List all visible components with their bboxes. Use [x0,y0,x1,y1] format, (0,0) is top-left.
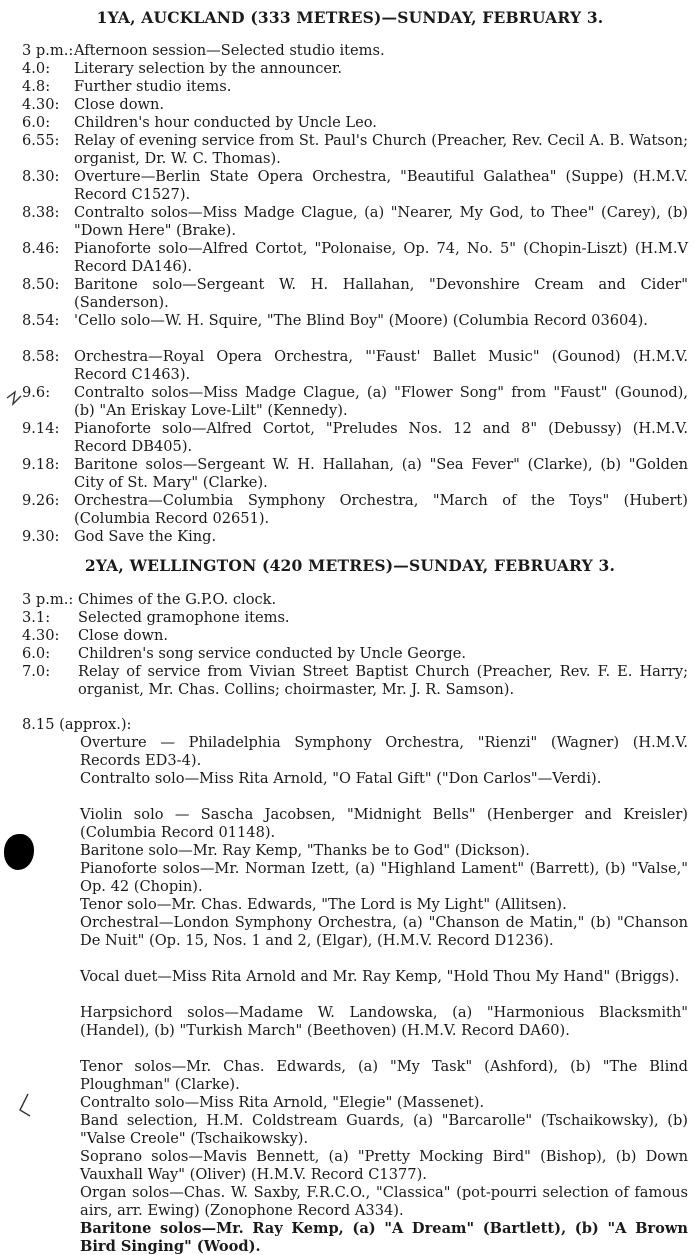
time-label: 8.54: [22,312,60,329]
programme-text: Pianoforte solo—Alfred Cortot, "Polonaise, Op. 74, No. 5" (Chopin-Liszt) (H.M.V Record DA146). [74,240,688,275]
programme-text: Children's song service conducted by Uncle George. [78,645,466,662]
programme-text: Contralto solos—Miss Madge Clague, (a) "Flower Song" from "Faust" (Gounod), (b) "An Eriskay Love-Lilt" (Kennedy). [74,384,688,419]
programme-text: Overture—Berlin State Opera Orchestra, "Beautiful Galathea" (Suppe) (H.M.V. Record C1527). [74,168,688,203]
programme-text: Afternoon session—Selected studio items. [74,42,385,59]
programme-text: Tenor solo—Mr. Chas. Edwards, "The Lord is My Light" (Allitsen). [80,896,567,913]
programme-text: Band selection, H.M. Coldstream Guards, (a) "Barcarolle" (Tschaikowsky), (b) "Valse Creole" (Tschaikowsky). [80,1112,688,1147]
time-label: 8.58: [22,348,60,365]
programme-text: Orchestral—London Symphony Orchestra, (a) "Chanson de Matin," (b) "Chanson De Nuit" (Op. 15, Nos. 1 and 2, (Elgar), (H.M.V. Record D1236). [80,914,688,949]
programme-text: Pianoforte solo—Alfred Cortot, "Preludes Nos. 12 and 8" (Debussy) (H.M.V. Record DB405). [74,420,688,455]
section-heading-auckland: 1YA, AUCKLAND (333 METRES)—SUNDAY, FEBRUARY 3. [96,8,604,27]
programme-text: Relay of evening service from St. Paul's Church (Preacher, Rev. Cecil A. B. Watson; organist, Dr. W. C. Thomas). [74,132,688,167]
programme-text: Tenor solos—Mr. Chas. Edwards, (a) "My Task" (Ashford), (b) "The Blind Ploughman" (Clarke). [80,1058,688,1093]
programme-text: Relay of service from Vivian Street Baptist Church (Preacher, Rev. F. E. Harry; organist, Mr. Chas. Collins; choirmaster, Mr. J. R. Samson). [78,663,688,698]
programme-text: Baritone solos—Sergeant W. H. Hallahan, (a) "Sea Fever" (Clarke), (b) "Golden City of St. Mary" (Clarke). [74,456,688,491]
programme-text: Harpsichord solos—Madame W. Landowska, (a) "Harmonious Blacksmith" (Handel), (b) "Turkish March" (Beethoven) (H.M.V. Record DA60). [80,1004,688,1039]
time-label: 7.0: [22,663,51,680]
programme-text: Baritone solo—Mr. Ray Kemp, "Thanks be to God" (Dickson). [80,842,530,859]
programme-text: Baritone solo—Sergeant W. H. Hallahan, "Devonshire Cream and Cider" (Sanderson). [74,276,688,311]
programme-text: Baritone solos—Mr. Ray Kemp, (a) "A Dream" (Bartlett), (b) "A Brown Bird Singing" (Wood). [80,1220,688,1255]
time-label: 6.55: [22,132,60,149]
time-label: 4.0: [22,60,51,77]
programme-text: Children's hour conducted by Uncle Leo. [74,114,377,131]
time-label: 8.38: [22,204,60,221]
programme-text: Contralto solo—Miss Rita Arnold, "Elegie" (Massenet). [80,1094,485,1111]
programme-text: Orchestra—Royal Opera Orchestra, "'Faust' Ballet Music" (Gounod) (H.M.V. Record C1463). [74,348,688,383]
programme-text: Organ solos—Chas. W. Saxby, F.R.C.O., "Classica" (pot-pourri selection of famous airs, arr. Ewing) (Zonophone Record A334). [80,1184,688,1219]
time-label: 8.50: [22,276,60,293]
time-label: 4.8: [22,78,51,95]
time-label: 8.15 (approx.): [22,716,132,733]
programme-text: Contralto solos—Miss Madge Clague, (a) "Nearer, My God, to Thee" (Carey), (b) "Down Here" (Brake). [74,204,688,239]
time-label: 3.1: [22,609,51,626]
pencil-tick-mark [4,384,24,414]
ink-blot [4,834,34,870]
programme-text: Violin solo — Sascha Jacobsen, "Midnight Bells" (Henberger and Kreisler) (Columbia Record 01148). [80,806,688,841]
section-heading-wellington: 2YA, WELLINGTON (420 METRES)—SUNDAY, FEBRUARY 3. [84,556,616,575]
programme-text: Contralto solo—Miss Rita Arnold, "O Fatal Gift" ("Don Carlos"—Verdi). [80,770,602,787]
time-label: 4.30: [22,96,60,113]
programme-text: God Save the King. [74,528,217,545]
time-label: 3 p.m.: [22,42,74,59]
time-label: 3 p.m.: [22,591,74,608]
programme-text: Vocal duet—Miss Rita Arnold and Mr. Ray Kemp, "Hold Thou My Hand" (Briggs). [80,968,680,985]
time-label: 9.30: [22,528,60,545]
programme-text: Orchestra—Columbia Symphony Orchestra, "March of the Toys" (Hubert) (Columbia Record 02651). [74,492,688,527]
programme-text: Soprano solos—Mavis Bennett, (a) "Pretty Mocking Bird" (Bishop), (b) Down Vauxhall Way" (Oliver) (H.M.V. Record C1377). [80,1148,688,1183]
programme-text: Chimes of the G.P.O. clock. [78,591,277,608]
programme-text: Close down. [78,627,169,644]
time-label: 9.14: [22,420,60,437]
time-label: 4.30: [22,627,60,644]
time-label: 9.6: [22,384,51,401]
programme-text: Literary selection by the announcer. [74,60,343,77]
time-label: 6.0: [22,114,51,131]
programme-text: Further studio items. [74,78,232,95]
time-label: 9.26: [22,492,60,509]
time-label: 8.30: [22,168,60,185]
programme-text: Close down. [74,96,165,113]
programme-text: 'Cello solo—W. H. Squire, "The Blind Boy" (Moore) (Columbia Record 03604). [74,312,648,329]
time-label: 8.46: [22,240,60,257]
time-label: 6.0: [22,645,51,662]
programme-text: Pianoforte solos—Mr. Norman Izett, (a) "Highland Lament" (Barrett), (b) "Valse," Op. 42 (Chopin). [80,860,688,895]
time-label: 9.18: [22,456,60,473]
programme-text: Selected gramophone items. [78,609,290,626]
pencil-bracket-mark [10,1090,34,1126]
programme-text: Overture — Philadelphia Symphony Orchestra, "Rienzi" (Wagner) (H.M.V. Records ED3-4). [80,734,688,769]
